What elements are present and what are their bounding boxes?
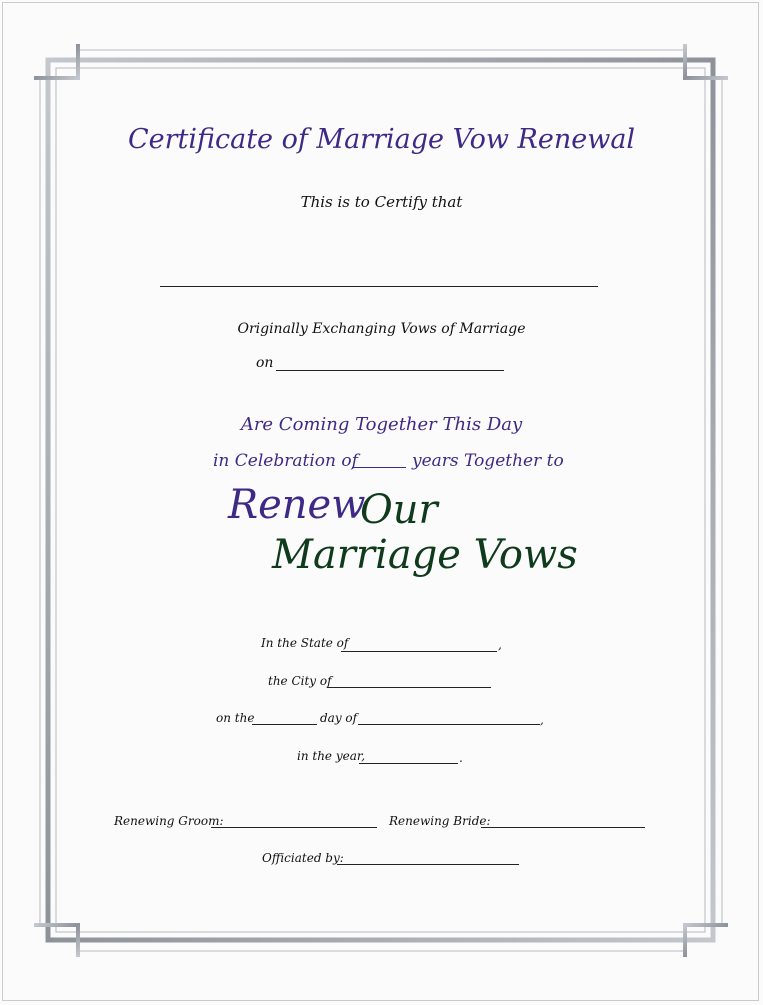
officiated-label: Officiated by: (262, 851, 344, 865)
renew-heading: Renew (228, 482, 366, 528)
bride-label: Renewing Bride: (389, 814, 491, 828)
originally-text: Originally Exchanging Vows of Marriage (237, 321, 526, 337)
city-line[interactable] (327, 687, 491, 688)
years-together-label: years Together to (412, 451, 564, 471)
month-line[interactable] (358, 724, 540, 725)
celebration-label: in Celebration of (213, 451, 358, 471)
coming-together-text: Are Coming Together This Day (240, 414, 523, 435)
year-line[interactable] (359, 763, 458, 764)
state-line[interactable] (341, 651, 497, 652)
day-line[interactable] (252, 724, 317, 725)
day-of-label: day of (320, 711, 358, 725)
our-heading: Our (360, 487, 438, 533)
certify-text: This is to Certify that (300, 193, 463, 211)
groom-signature-line[interactable] (211, 827, 377, 828)
on-the-label: on the (216, 711, 255, 725)
day-comma: , (540, 713, 544, 727)
city-label: the City of (268, 674, 332, 688)
years-line[interactable] (352, 467, 406, 468)
officiant-signature-line[interactable] (337, 864, 519, 865)
state-comma: , (498, 638, 502, 652)
original-date-line[interactable] (276, 370, 504, 371)
names-line[interactable] (160, 286, 598, 287)
state-label: In the State of (261, 636, 349, 650)
year-period: . (459, 751, 463, 765)
bride-signature-line[interactable] (481, 827, 645, 828)
certificate-title: Certificate of Marriage Vow Renewal (127, 124, 636, 155)
in-the-year-label: in the year, (297, 749, 366, 763)
on-label: on (256, 355, 274, 371)
groom-label: Renewing Groom: (114, 814, 224, 828)
marriage-vows-heading: Marriage Vows (272, 532, 578, 578)
